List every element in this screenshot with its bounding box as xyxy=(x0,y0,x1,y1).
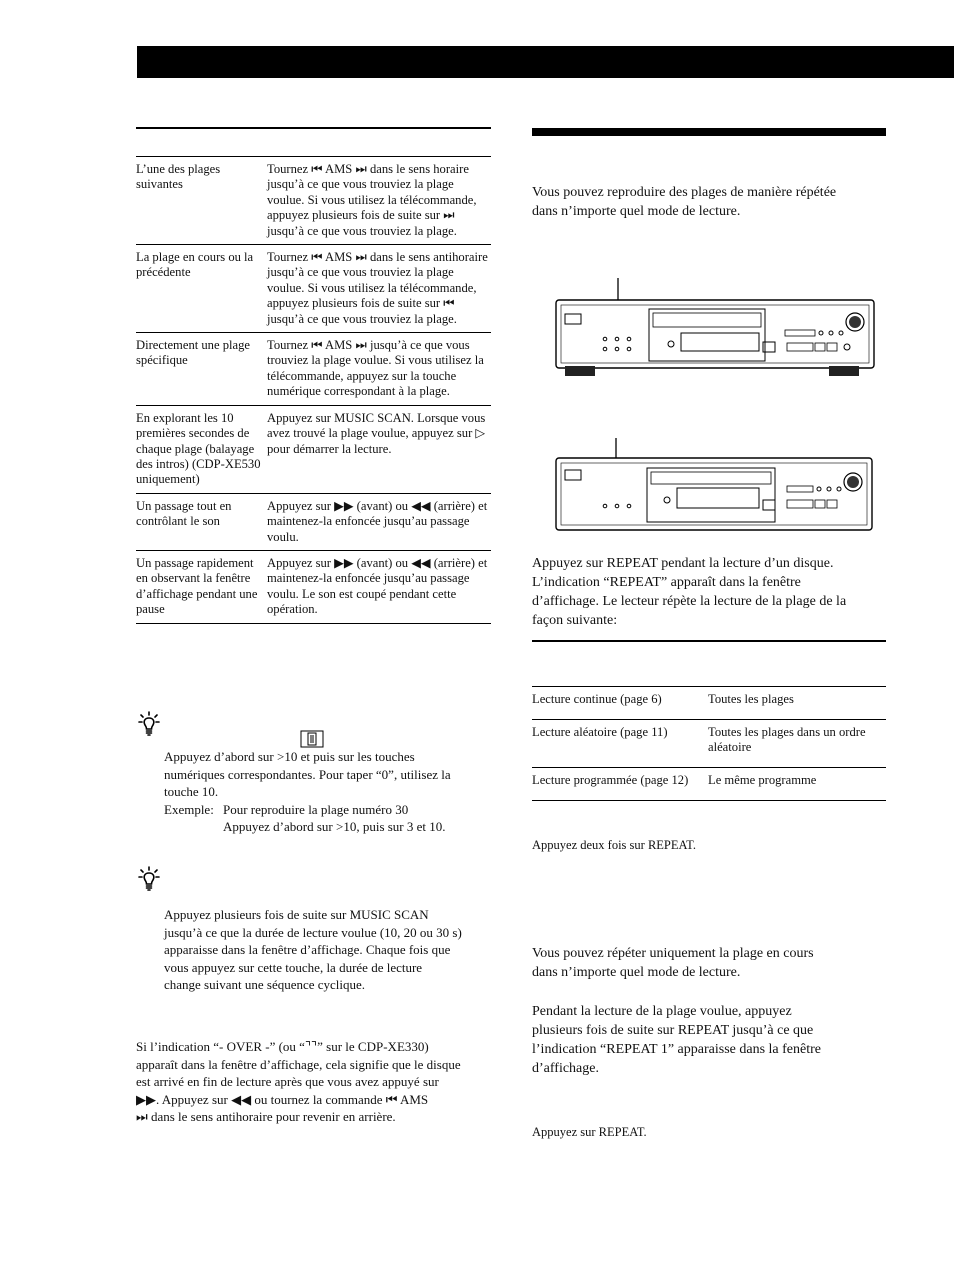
right-section-rule xyxy=(532,128,886,136)
table-cell-target: En explorant les 10 premières secondes de chaque plage (balayage des intros) (CDP-XE530 uniquement) xyxy=(136,405,267,493)
repeat-one-intro xyxy=(532,944,892,982)
cd-player-illustration xyxy=(555,438,875,538)
locate-table xyxy=(136,156,491,624)
intro-line: dans n’importe quel mode de lecture. xyxy=(532,204,741,219)
tip1-example xyxy=(164,802,494,819)
one-line: Vous pouvez répéter uniquement la plage en cours xyxy=(532,946,814,961)
header-bar xyxy=(137,46,954,78)
tip1-line: numériques correspondantes. Pour taper “0”, utilisez la xyxy=(164,766,451,782)
tip1-example-label: Exemple: xyxy=(164,801,214,817)
table-row xyxy=(136,405,491,493)
table-cell-action: Tournez ⏮ AMS ⏭ dans le sens antihoraire jusqu’à ce que vous trouviez la plage voulue. Si vous utilisez la télécommande, appuyez plusieurs fois de suite sur ⏮ jusqu’à ce que vous trouviez la plage. xyxy=(267,245,491,333)
table-row xyxy=(532,720,886,768)
repeat-one-instructions xyxy=(532,1002,892,1078)
cancel-repeat-text: Appuyez deux fois sur REPEAT. xyxy=(532,838,696,852)
tip1-line: Appuyez d’abord sur >10 et puis sur les touches xyxy=(164,749,415,764)
repeat-instructions xyxy=(532,554,897,630)
right-subsection-rule xyxy=(532,640,886,642)
cd-player-illustration xyxy=(555,278,875,380)
table-cell-target: L’une des plages suivantes xyxy=(136,157,267,245)
remote-control-icon xyxy=(300,730,324,748)
tip2-line: change suivant une séquence cyclique. xyxy=(164,977,366,992)
tip1-example-line: Appuyez d’abord sur >10, puis sur 3 et 10. xyxy=(223,818,446,834)
note-body xyxy=(136,1038,496,1126)
table-row xyxy=(136,493,491,550)
tip1-body xyxy=(164,749,494,834)
note-line: ▶▶. Appuyez sur ◀◀ ou tournez la commande ⏮ AMS xyxy=(136,1091,429,1107)
one-line: dans n’importe quel mode de lecture. xyxy=(532,965,741,980)
table-cell-action: Tournez ⏮ AMS ⏭ dans le sens horaire jusqu’à ce que vous trouviez la plage voulue. Si vous utilisez la télécommande, appuyez plusieurs fois de suite sur ⏭ jusqu’à ce que vous trouviez la plage. xyxy=(267,157,491,245)
lightbulb-icon xyxy=(138,866,160,897)
repeat-line: Appuyez sur REPEAT pendant la lecture d’un disque. xyxy=(532,556,834,571)
repeat-line: d’affichage. Le lecteur répète la lecture de la plage de la xyxy=(532,594,847,609)
tip1-example-line: Pour reproduire la plage numéro 30 xyxy=(223,801,409,817)
table-row xyxy=(136,333,491,406)
tip1-line: touche 10. xyxy=(164,784,219,799)
repeat-line: L’indication “REPEAT” apparaît dans la fenêtre xyxy=(532,575,801,590)
table-row xyxy=(136,550,491,623)
note-line: ⏭ dans le sens antihoraire pour revenir en arrière. xyxy=(136,1109,396,1124)
table-cell-repeat: Toutes les plages dans un ordre aléatoire xyxy=(708,720,886,768)
table-cell-action: Tournez ⏮ AMS ⏭ jusqu’à ce que vous trouviez la plage voulue. Si vous utilisez la télécommande, appuyez sur la touche numérique correspondant à la plage. xyxy=(267,333,491,406)
one-p2-line: l’indication “REPEAT 1” apparaisse dans la fenêtre xyxy=(532,1042,821,1057)
table-row xyxy=(532,768,886,801)
table-cell-target: Un passage tout en contrôlant le son xyxy=(136,493,267,550)
table-cell-target: La plage en cours ou la précédente xyxy=(136,245,267,333)
intro-line: Vous pouvez reproduire des plages de manière répétée xyxy=(532,185,837,200)
table-cell-target: Un passage rapidement en observant la fenêtre d’affichage pendant une pause xyxy=(136,550,267,623)
tip2-line: Appuyez plusieurs fois de suite sur MUSIC SCAN xyxy=(164,907,429,922)
note-line: est arrivé en fin de lecture après que vous avez appuyé sur xyxy=(136,1074,439,1089)
one-p2-line: d’affichage. xyxy=(532,1061,599,1076)
repeat-line: façon suivante: xyxy=(532,613,618,628)
tip2-line: jusqu’à ce que la durée de lecture voulue (10, 20 ou 30 s) xyxy=(164,924,462,940)
repeat-mode-table xyxy=(532,686,886,801)
table-row xyxy=(532,687,886,720)
table-cell-repeat: Le même programme xyxy=(708,768,886,801)
repeat-intro xyxy=(532,183,892,221)
table-cell-action: Appuyez sur ▶▶ (avant) ou ◀◀ (arrière) et maintenez-la enfoncée jusqu’au passage voulu. xyxy=(267,493,491,550)
tip2-body xyxy=(164,906,494,994)
note-line: apparaît dans la fenêtre d’affichage, cela signifie que le disque xyxy=(136,1056,461,1072)
tip2-line: vous appuyez sur cette touche, la durée de lecture xyxy=(164,959,423,975)
table-cell-repeat: Toutes les plages xyxy=(708,687,886,720)
tip2-line: apparaisse dans la fenêtre d’affichage. Chaque fois que xyxy=(164,942,451,957)
table-cell-mode: Lecture continue (page 6) xyxy=(532,687,708,720)
table-cell-action: Appuyez sur ▶▶ (avant) ou ◀◀ (arrière) et maintenez-la enfoncée jusqu’au passage voulu. Le son est coupé pendant cette opération. xyxy=(267,550,491,623)
table-cell-mode: Lecture aléatoire (page 11) xyxy=(532,720,708,768)
table-row xyxy=(136,245,491,333)
left-section-rule xyxy=(136,127,491,129)
table-row xyxy=(136,157,491,245)
lightbulb-icon xyxy=(138,711,160,742)
one-p2-line: plusieurs fois de suite sur REPEAT jusqu’à ce que xyxy=(532,1023,814,1038)
one-p2-line: Pendant la lecture de la plage voulue, appuyez xyxy=(532,1004,792,1019)
table-cell-target: Directement une plage spécifique xyxy=(136,333,267,406)
table-cell-mode: Lecture programmée (page 12) xyxy=(532,768,708,801)
table-cell-action: Appuyez sur MUSIC SCAN. Lorsque vous avez trouvé la plage voulue, appuyez sur ▷ pour démarrer la lecture. xyxy=(267,405,491,493)
note-line: Si l’indication “- OVER -” (ou “⌝⌝” sur le CDP-XE330) xyxy=(136,1039,429,1054)
cancel-repeat-one-text: Appuyez sur REPEAT. xyxy=(532,1125,647,1139)
